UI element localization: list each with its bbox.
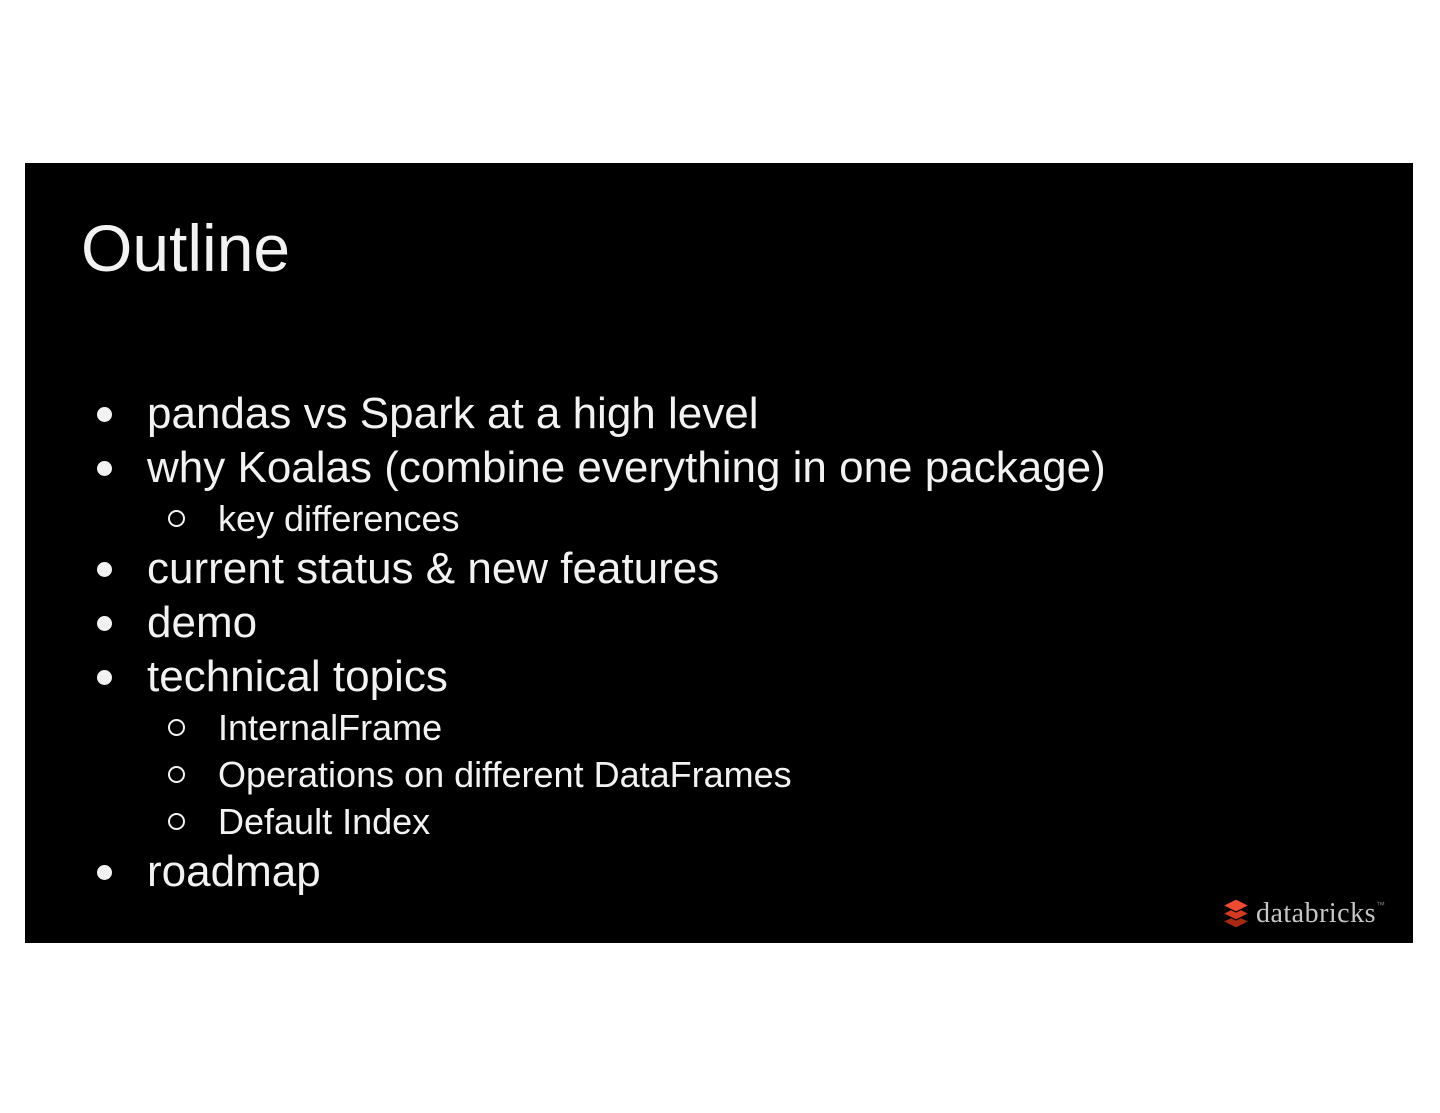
bullet-item-label: Operations on different DataFrames — [218, 753, 792, 795]
bullet-item-label: pandas vs Spark at a high level — [147, 389, 759, 438]
bullet-dot-icon — [97, 670, 112, 685]
bullet-item — [25, 798, 1413, 845]
bullet-item — [25, 387, 1413, 441]
databricks-logo — [1221, 898, 1385, 930]
bullet-item — [25, 751, 1413, 798]
bullet-item-label: Default Index — [218, 800, 431, 842]
bullet-item — [25, 441, 1413, 495]
trademark-symbol: ™ — [1376, 900, 1385, 910]
bullet-circle-icon — [168, 719, 185, 736]
bullet-item-label: key differences — [218, 497, 460, 539]
bullet-item — [25, 704, 1413, 751]
bullet-circle-icon — [168, 510, 185, 527]
bullet-item — [25, 596, 1413, 650]
bullet-dot-icon — [97, 461, 112, 476]
bullet-item-label: why Koalas (combine everything in one package) — [147, 443, 1106, 492]
bullet-circle-icon — [168, 813, 185, 830]
bullet-dot-icon — [97, 407, 112, 422]
bullet-item-label: technical topics — [147, 652, 448, 701]
presentation-slide — [25, 163, 1413, 943]
outline-bullet-list — [25, 387, 1413, 899]
bullet-item-label: InternalFrame — [218, 706, 443, 748]
databricks-wordmark: databricks — [1255, 898, 1376, 929]
bullet-circle-icon — [168, 766, 185, 783]
bullet-dot-icon — [97, 616, 112, 631]
bullet-item — [25, 495, 1413, 542]
bullet-item — [25, 845, 1413, 899]
slide-title: Outline — [81, 211, 291, 285]
bullet-item — [25, 650, 1413, 704]
bullet-item-label: demo — [147, 598, 258, 647]
bullet-item — [25, 542, 1413, 596]
bullet-dot-icon — [97, 865, 112, 880]
bullet-item-label: current status & new features — [147, 544, 720, 593]
databricks-bricks-icon — [1221, 898, 1251, 930]
bullet-dot-icon — [97, 562, 112, 577]
bullet-item-label: roadmap — [147, 847, 321, 896]
